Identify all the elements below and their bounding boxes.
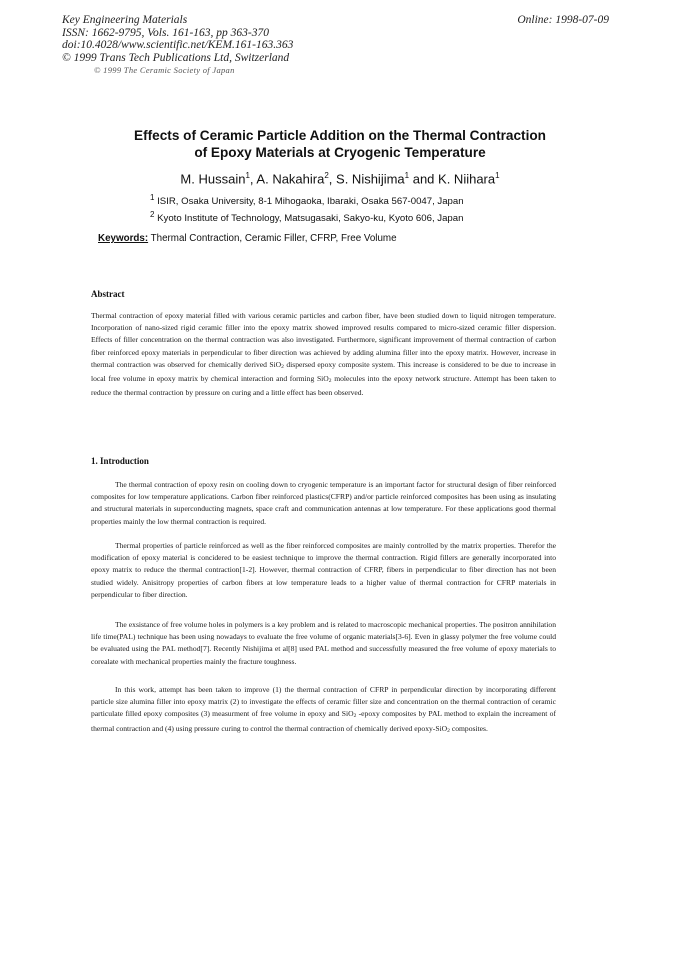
keywords-line (98, 233, 397, 244)
affiliation-number: 2 (150, 210, 155, 219)
intro-paragraph-1: The thermal contraction of epoxy resin on cooling down to cryogenic temperature is an important factor for structural design of fiber reinforced composites for low temperature applications. Carbon fiber reinforced plastics(CFRP) and/or particle reinforced composites has been using as insulating and structural materials in superconducting magnets, space craft and communication antennas at low temperature. For these applications good thermal properties mainly the low thermal contraction is required. (91, 480, 556, 526)
author-affiliation-mark: 1 (495, 171, 500, 180)
abstract-text-part: dispersed epoxy composite system. This increase is considered to be due to increase in local free volume in epoxy matrix by chemical interaction and forming SiO (91, 359, 556, 384)
journal-header (62, 14, 293, 64)
intro-paragraph-4 (91, 684, 556, 737)
subscript: 2 (328, 378, 332, 385)
abstract-body (91, 310, 556, 399)
author-separator: , (249, 171, 257, 187)
affiliation-number: 1 (150, 193, 155, 202)
intro-paragraph-3: The exsistance of free volume holes in polymers is a key problem and is related to macroscopic mechanical properties. The positron annihilation life time(PAL) technique has been using nowadays to evaluate the free volume of organic materials[3-6]. Even in glassy polymer the free volume could be evaluated using the PAL method[7]. Recently Nishijima et al[8] used PAL method and successfully measured the free volume of epoxy materials to corealate with mechanical properties mainly the fracture toughness. (91, 620, 556, 666)
affiliation-text: Kyoto Institute of Technology, Matsugasaki, Sakyo-ku, Kyoto 606, Japan (154, 213, 464, 225)
abstract-heading: Abstract (91, 289, 125, 299)
journal-name: Key Engineering Materials (62, 14, 188, 26)
online-date: Online: 1998-07-09 (517, 14, 609, 26)
affiliation-2 (150, 210, 463, 224)
author-name: S. Nishijima (336, 171, 405, 187)
introduction-heading: 1. Introduction (91, 456, 149, 466)
author-affiliation-mark: 1 (404, 171, 410, 180)
intro-paragraph-2: Thermal properties of particle reinforced as well as the fiber reinforced composites are mainly controlled by the matrix properties. Therefor the modification of epoxy material is concidered to be easiest technique to improve the thermal contraction. Rigid fillers are generally incorporated into epoxy matrix to reduce the thermal contraction[1-2]. However, thermal contraction of CFRP, fibers in perpendicular to fiber direction has not been studied widely. Anisitropy properties of carbon fibers at low temperature leads to a higher value of thermal contraction for CFRP materials in perpendicular to fiber direction. (91, 541, 556, 599)
author-list (90, 171, 590, 186)
abstract-text-part: molecules into the epoxy network structure. Attempt has been taken to reduce the thermal contraction by pressure on curing and a little effect has been observed. (91, 374, 556, 398)
doi-line: doi:10.4028/www.scientific.net/KEM.161-163.363 (62, 39, 294, 51)
intro-text-part: composites. (449, 723, 488, 733)
intro-text-part: In this work, attempt has been taken to improve (1) the thermal contraction of CFRP in perpendicular direction by incorporating different particle size alumina filler into epoxy matrix (2) to investigate the effects of ceramic filler size and concentration on the thermal contraction of ceramic particulate filled epoxy composites (3) measurment of free volume in epoxy and SiO (91, 685, 556, 719)
paper-title (90, 128, 590, 161)
copyright-line: © 1999 Trans Tech Publications Ltd, Switzerland (62, 51, 290, 64)
keywords-text: Thermal Contraction, Ceramic Filler, CFRP, Free Volume (148, 233, 397, 244)
author-separator: and (409, 171, 439, 187)
keywords-label: Keywords: (98, 233, 149, 244)
subscript: 2 (281, 363, 284, 370)
subscript: 2 (447, 727, 450, 734)
affiliation-text: ISIR, Osaka University, 8-1 Mihogaoka, Ibaraki, Osaka 567-0047, Japan (154, 196, 464, 208)
author-name: K. Niihara (438, 171, 496, 187)
author-affiliation-mark: 1 (245, 171, 250, 180)
author-affiliation-mark: 2 (324, 171, 329, 180)
subscript: 2 (353, 713, 357, 720)
affiliation-1 (150, 193, 464, 207)
author-name: M. Hussain (180, 171, 246, 187)
intro-text-part: -epoxy composites by PAL method to explain the increament of thermal contraction and (4) using pressure curing to control the thermal contraction of chemically derived epoxy-SiO (91, 709, 556, 733)
faded-society-line: © 1999 The Ceramic Society of Japan (94, 65, 235, 75)
author-name: A. Nakahira (256, 171, 325, 187)
author-separator: , (328, 171, 337, 187)
title-line-2: of Epoxy Materials at Cryogenic Temperature (194, 144, 486, 160)
issn-line: ISSN: 1662-9795, Vols. 161-163, pp 363-370 (62, 26, 269, 39)
abstract-text-part: Thermal contraction of epoxy material filled with various ceramic particles and carbon fiber, have been studied down to liquid nitrogen temperature. Incorporation of nano-sized rigid ceramic filler into the epoxy matrix showed improved results compared to micro-sized ceramic filler dispersion. Effects of filler concentration on the thermal contraction was also investigated. Furthermore, significant improvement of thermal contraction of carbon fiber reinforced epoxy materials in perpendicular to fiber direction was achieved by adding alumina filler into the epoxy matrix. However, increase in thermal contraction was observed for chemically derived SiO (91, 311, 556, 369)
title-line-1: Effects of Ceramic Particle Addition on the Thermal Contraction (134, 128, 546, 143)
